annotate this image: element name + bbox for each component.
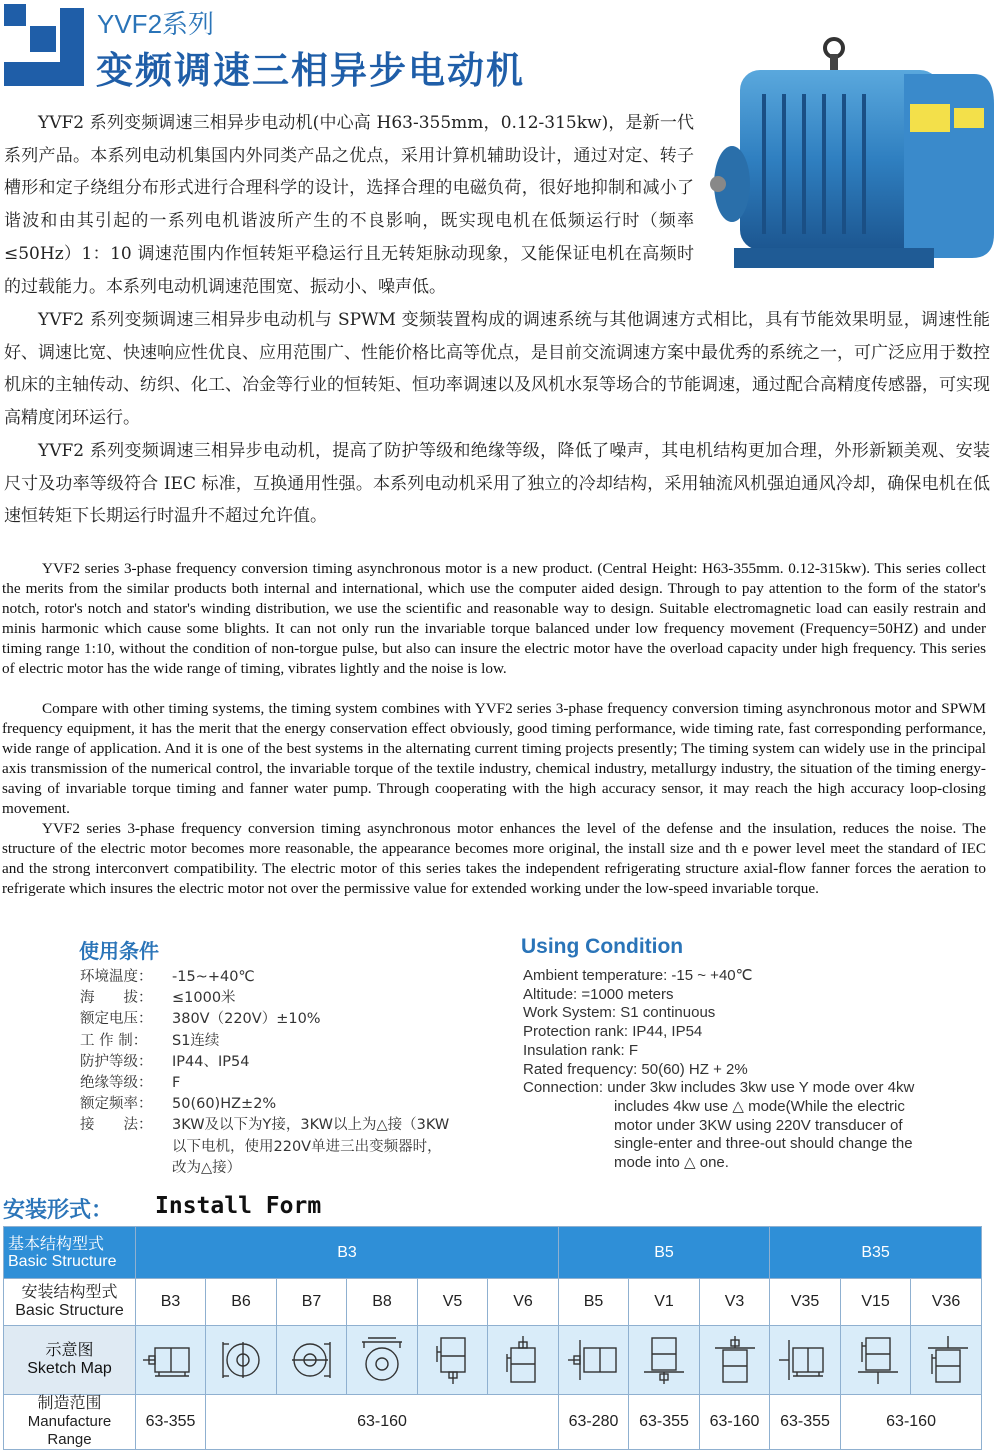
condition-label: 接 法： bbox=[80, 1117, 153, 1134]
sketch-v15-icon bbox=[846, 1332, 906, 1388]
type-cell: V36 bbox=[911, 1279, 982, 1326]
range-cell: 63-160 bbox=[841, 1395, 982, 1450]
condition-label: 海 拔： bbox=[80, 990, 153, 1007]
condition-value: S1连续 bbox=[172, 1032, 220, 1049]
row-header-en: Manufacture Range bbox=[27, 1413, 112, 1448]
sketch-b7-icon bbox=[282, 1332, 342, 1388]
condition-en-line: Protection rank: IP44, IP54 bbox=[523, 1023, 703, 1041]
sketch-cell bbox=[488, 1326, 559, 1395]
table-row-basic-structure bbox=[4, 1227, 982, 1279]
row-header-en: Sketch Map bbox=[27, 1360, 112, 1377]
intro-cn-paragraph-2: YVF2 系列变频调速三相异步电动机与 SPWM 变频装置构成的调速系统与其他调速方式相比，具有节能效果明显，调速性能好、调速比宽、快速响应性优良、应用范围广、性能价格比高等优点，是目前交流调速方案中最优秀的系统之一，可广泛应用于数控机床的主轴传动、纺织、化工、冶金等行业的恒转矩、恒功率调速以及风机水泵等场合的节能调速，通过配合高精度传感器，可实现高精度闭环运行。 bbox=[4, 310, 990, 429]
table-row-mount-types bbox=[4, 1279, 982, 1326]
condition-en-line: Ambient temperature: -15 ~ +40℃ bbox=[523, 967, 753, 984]
intro-en-paragraph-3: YVF2 series 3-phase frequency conversion timing asynchronous motor enhances the level of the defense and the insulation, reduces the noise. The structure of the electric motor becomes more reasonable, the appearance becomes more original, the install size and th e power level meet the standard of IEC and the strong interconvert compatibility. The electric motor of this series takes the independent refrigerating structure axial-flow fanner forces the aeration to refrigerate which insures the electric motor not over the permissive value for extended working under the low-speed invariable torque. bbox=[2, 820, 986, 898]
condition-cn-heading: 使用条件 bbox=[79, 939, 159, 963]
connection-label: Connection: bbox=[523, 1079, 604, 1097]
sketch-cell bbox=[559, 1326, 629, 1395]
sketch-cell bbox=[206, 1326, 277, 1395]
row-header-en: Basic Structure bbox=[15, 1302, 124, 1319]
connection-rest: includes 4kw use △ mode(While the electric motor under 3KW using 220V transducer of single-enter and three-out should change the mode into △ one. bbox=[614, 1097, 913, 1172]
range-cell: 63-280 bbox=[559, 1395, 629, 1450]
sketch-v5-icon bbox=[423, 1332, 483, 1388]
row-header-en: Basic Structure bbox=[8, 1252, 117, 1270]
install-heading-en: Install Form bbox=[155, 1193, 322, 1219]
condition-label: 环境温度： bbox=[80, 969, 153, 985]
intro-cn-paragraph-1: YVF2 系列变频调速三相异步电动机(中心高 H63-355mm，0.12-315kw)，是新一代系列产品。本系列电动机集国内外同类产品之优点，采用计算机辅助设计，通过对定、转子槽形和定子绕组分布形式进行合理科学的设计，选择合理的电磁负荷，很好地抑制和减小了谐波和由其引起的一系列电机谐波所产生的不良影响，既实现电机在低频运行时（频率≤50Hz）1：10 调速范围内作恒转矩平稳运行且无转矩脉动现象，又能保证电机在高频时的过载能力。本系列电动机调速范围宽、振动小、噪声低。 bbox=[4, 113, 694, 297]
condition-label: 额定电压： bbox=[80, 1011, 153, 1028]
condition-cn-row bbox=[80, 988, 500, 1009]
install-form-table bbox=[3, 1226, 982, 1450]
sketch-cell bbox=[418, 1326, 488, 1395]
series-label: YVF2系列 bbox=[97, 9, 215, 39]
type-cell: V6 bbox=[488, 1279, 559, 1326]
table-row-manufacture-range bbox=[4, 1395, 982, 1450]
row-header-cn: 基本结构型式 bbox=[8, 1235, 105, 1253]
intro-en-paragraph-2: Compare with other timing systems, the timing system combines with YVF2 series 3-phase frequency conversion timing asynchronous motor and SPWM frequency equipment, it has the merit that the energy conservation effect obviously, good timing performance, wide timing rate, fast corresponding performance, wide range of application. And it is one of the best systems in the alternating current timing projects presently; The timing system can widely use in the principal axis transmission of the numerical control, the invariable torque of the textile industry, chemical industry, metallurgy industry, the situation of the timing energy-saving of invariable torque timing and fanner water pump. Through cooperating with the high accuracy sensor, it may reach the high accuracy loop-closing movement. bbox=[2, 700, 986, 818]
group-b3: B3 bbox=[136, 1227, 559, 1279]
sketch-v3-icon bbox=[705, 1332, 765, 1388]
condition-value: 50(60)HZ±2% bbox=[172, 1096, 277, 1113]
type-cell: B5 bbox=[559, 1279, 629, 1326]
condition-value: -15~+40℃ bbox=[172, 969, 255, 985]
condition-cn-row bbox=[80, 967, 500, 988]
connection-first-line: under 3kw includes 3kw use Y mode over 4kw bbox=[607, 1079, 915, 1097]
condition-en-heading: Using Condition bbox=[521, 935, 684, 958]
condition-en-line: Work System: S1 continuous bbox=[523, 1004, 716, 1022]
sketch-v36-icon bbox=[916, 1332, 976, 1388]
type-cell: B6 bbox=[206, 1279, 277, 1326]
condition-en-line: Rated frequency: 50(60) HZ + 2% bbox=[523, 1060, 748, 1078]
condition-cn-row bbox=[80, 1094, 500, 1115]
table-row-sketch bbox=[4, 1326, 982, 1395]
row-header-cn: 安装结构型式 bbox=[21, 1284, 118, 1301]
condition-value: F bbox=[172, 1075, 181, 1092]
condition-cn-row bbox=[80, 1073, 500, 1094]
sketch-cell bbox=[770, 1326, 841, 1395]
type-cell: V5 bbox=[418, 1279, 488, 1326]
type-cell: V3 bbox=[700, 1279, 770, 1326]
condition-en-list bbox=[523, 967, 953, 1173]
condition-en-connection bbox=[523, 1079, 953, 1098]
install-heading-cn: 安装形式： bbox=[3, 1198, 114, 1223]
condition-cn-row bbox=[80, 1115, 500, 1179]
sketch-cell bbox=[700, 1326, 770, 1395]
range-cell: 63-355 bbox=[136, 1395, 206, 1450]
sketch-cell bbox=[841, 1326, 911, 1395]
range-cell: 63-160 bbox=[700, 1395, 770, 1450]
sketch-v6-icon bbox=[493, 1332, 553, 1388]
sketch-b6-icon bbox=[211, 1332, 271, 1388]
intro-en-paragraph-1: YVF2 series 3-phase frequency conversion timing asynchronous motor is a new product. (Central Height: H63-355mm. 0.12-315kw). This series collect the merits from the similar products both internal and international, which use the computer aided design. Through to pay attention to the form of the stator's notch, rotor's notch and stator's winding distribution, we use the scientific and reasonable way to design. Suitable electromagnetic load can easily restrain and minis harmonic which cause some blights. It can not only run the invariable torque balanced under low frequency movement (Frequency=50HZ) and under timing range 1:10, without the condition of non-torgue pulse, but also can insure the electric motor have the overload capacity under high frequency. This series of electric motor has the wide range of timing, vibrates lightly and the noise is low. bbox=[2, 560, 986, 678]
sketch-cell bbox=[911, 1326, 982, 1395]
condition-cn-list bbox=[80, 967, 500, 1179]
condition-cn-row bbox=[80, 1031, 500, 1052]
sketch-cell bbox=[347, 1326, 418, 1395]
row-header-cn: 示意图 bbox=[45, 1342, 94, 1359]
group-b35: B35 bbox=[770, 1227, 982, 1279]
type-cell: B8 bbox=[347, 1279, 418, 1326]
condition-label: 额定频率： bbox=[80, 1096, 153, 1113]
condition-cn-row bbox=[80, 1009, 500, 1030]
sketch-cell bbox=[277, 1326, 347, 1395]
sketch-v1-icon bbox=[634, 1332, 694, 1388]
condition-value: IP44、IP54 bbox=[172, 1053, 250, 1070]
row-header bbox=[4, 1279, 136, 1326]
type-cell: B3 bbox=[136, 1279, 206, 1326]
condition-en-line: Insulation rank: F bbox=[523, 1041, 639, 1059]
sketch-cell bbox=[136, 1326, 206, 1395]
row-header bbox=[4, 1227, 136, 1279]
type-cell: V1 bbox=[629, 1279, 700, 1326]
range-cell: 63-160 bbox=[206, 1395, 559, 1450]
condition-label: 绝缘等级： bbox=[80, 1075, 153, 1092]
page-title: 变频调速三相异步电动机 bbox=[96, 49, 525, 92]
condition-value: 3KW及以下为Y接，3KW以上为△接（3KW以下电机，使用220V单进三出变频器时，改为△接） bbox=[172, 1117, 450, 1176]
motor-image bbox=[704, 34, 998, 280]
sketch-b8-icon bbox=[352, 1332, 412, 1388]
range-cell: 63-355 bbox=[629, 1395, 700, 1450]
type-cell: B7 bbox=[277, 1279, 347, 1326]
condition-en-line: Altitude: =1000 meters bbox=[523, 985, 674, 1003]
condition-value: ≤1000米 bbox=[172, 990, 236, 1007]
sketch-cell bbox=[629, 1326, 700, 1395]
range-cell: 63-355 bbox=[770, 1395, 841, 1450]
row-header bbox=[4, 1326, 136, 1395]
sketch-b3-icon bbox=[141, 1332, 201, 1388]
condition-label: 防护等级： bbox=[80, 1053, 153, 1070]
row-header bbox=[4, 1395, 136, 1450]
type-cell: V35 bbox=[770, 1279, 841, 1326]
row-header-cn: 制造范围 bbox=[37, 1395, 102, 1412]
condition-label: 工 作 制： bbox=[80, 1032, 148, 1049]
company-logo bbox=[4, 4, 84, 86]
condition-value: 380V（220V）±10% bbox=[172, 1011, 321, 1028]
intro-cn-paragraph-3: YVF2 系列变频调速三相异步电动机，提高了防护等级和绝缘等级，降低了噪声，其电机结构更加合理，外形新颖美观、安装尺寸及功率等级符合 IEC 标准，互换通用性强。本系列电动机采用了独立的冷却结构，采用轴流风机强迫通风冷却，确保电机在低速恒转矩下长期运行时温升不超过允许值。 bbox=[4, 441, 990, 527]
sketch-b5-icon bbox=[564, 1332, 624, 1388]
type-cell: V15 bbox=[841, 1279, 911, 1326]
condition-cn-row bbox=[80, 1052, 500, 1073]
sketch-v35-icon bbox=[775, 1332, 835, 1388]
group-b5: B5 bbox=[559, 1227, 770, 1279]
